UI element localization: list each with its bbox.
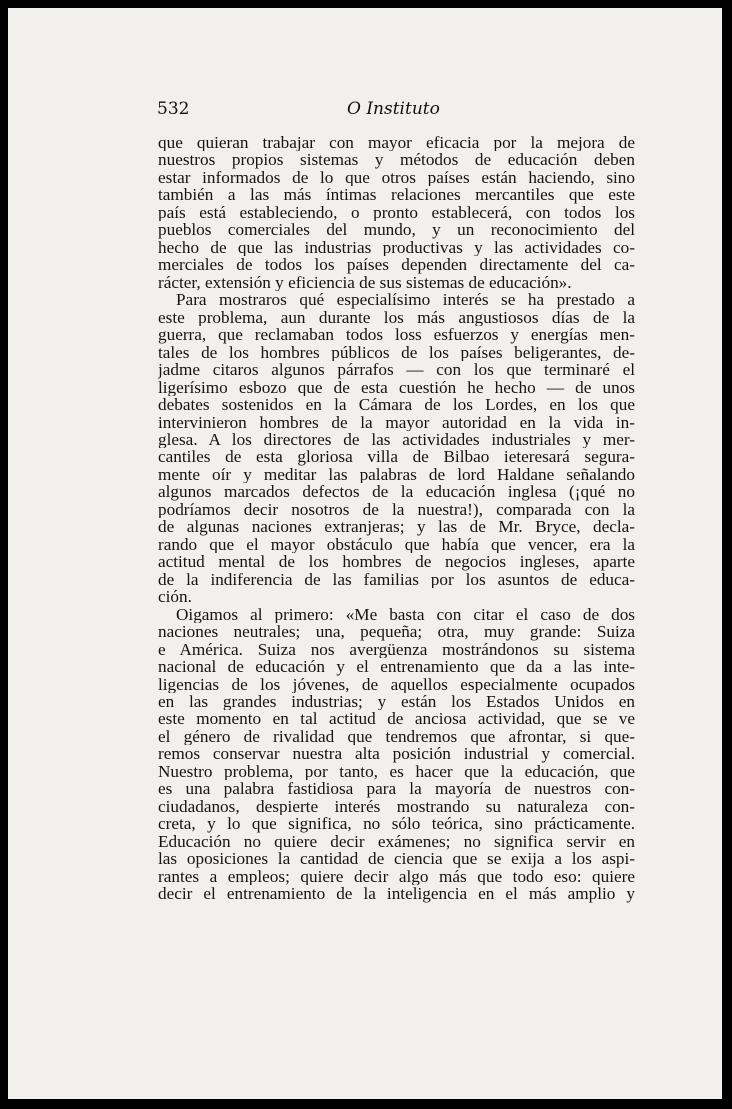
text-line: de algunas naciones extranjeras; y las de Mr. Bryce, decla- (158, 518, 635, 536)
text-line: jadme citaros algunos párrafos — con los que terminaré el (158, 361, 635, 379)
text-line: actitud mental de los hombres de negocios ingleses, aparte (158, 553, 635, 571)
text-line: ción. (158, 588, 192, 606)
scanned-page (8, 8, 722, 1099)
text-line: algunos marcados defectos de la educación inglesa (¡qué no (158, 483, 635, 501)
text-line: nacional de educación y el entrenamiento que da a las inte- (158, 658, 635, 676)
text-line: el género de rivalidad que tendremos que afrontar, si que- (158, 727, 635, 746)
text-line: rando que el mayor obstáculo que había que vencer, era la (158, 535, 635, 554)
text-line: podríamos decir nosotros de la nuestra!), comparada con la (158, 500, 635, 519)
text-line: guerra, que reclamaban todos loss esfuerzos y energías men- (158, 326, 635, 344)
text-line: en las grandes industrias; y están los Estados Unidos en (158, 693, 635, 711)
text-line: este momento en tal actitud de anciosa actividad, que se ve (158, 710, 635, 728)
text-line: ligerísimo esbozo que de esta cuestión he hecho — de unos (158, 378, 635, 397)
text-line: país está estableciendo, o pronto establecerá, con todos los (158, 203, 635, 222)
page-number: 532 (157, 99, 190, 119)
text-line: intervinieron hombres de la mayor autoridad en la vida in- (158, 413, 635, 431)
text-line: que quieran trabajar con mayor eficacia por la mejora de (158, 134, 635, 152)
text-line: decir el entrenamiento de la inteligencia en el más amplio y (158, 885, 635, 903)
text-line: tales de los hombres públicos de los países beligerantes, de- (158, 343, 635, 362)
text-line: mente oír y meditar las palabras de lord Haldane señalando (158, 465, 635, 484)
text-line: nuestros propios sistemas y métodos de educación deben (158, 151, 635, 169)
text-line: Para mostraros qué especialísimo interés se ha prestado a (176, 291, 635, 309)
text-line: Educación no quiere decir exámenes; no significa servir en (158, 832, 635, 851)
text-line: remos conservar nuestra alta posición industrial y comercial. (158, 745, 635, 763)
text-line: ligencias de los jóvenes, de aquellos especialmente ocupados (158, 675, 635, 693)
text-line: también a las más íntimas relaciones mercantiles que este (158, 186, 635, 204)
journal-title: O Instituto (347, 99, 440, 119)
text-line: de la indiferencia de las familias por los asuntos de educa- (158, 570, 635, 589)
text-line: rantes a empleos; quiere decir algo más que todo eso: quiere (158, 867, 635, 886)
text-line: cantiles de esta gloriosa villa de Bilbao ieteresará segura- (158, 448, 635, 466)
text-line: este problema, aun durante los más angustiosos días de la (158, 308, 635, 327)
text-line: las oposiciones la cantidad de ciencia que se exija a los aspi- (158, 850, 635, 868)
text-line: merciales de todos los países dependen directamente del ca- (158, 256, 635, 274)
text-line: e América. Suiza nos avergüenza mostrándonos su sistema (158, 640, 635, 659)
text-line: creta, y lo que significa, no sólo teórica, sino prácticamente. (158, 815, 635, 833)
body-text (158, 134, 635, 903)
text-line: glesa. A los directores de las actividades industriales y mer- (158, 430, 635, 449)
text-line: debates sostenidos en la Cámara de los Lordes, en los que (158, 396, 635, 414)
text-line: Nuestro problema, por tanto, es hacer que la educación, que (158, 762, 635, 781)
text-line: Oigamos al primero: «Me basta con citar el caso de dos (176, 605, 635, 624)
text-line: rácter, extensión y eficiencia de sus sistemas de educación». (158, 273, 572, 292)
text-line: es una palabra fastidiosa para la mayoría de nuestros con- (158, 780, 635, 798)
text-line: pueblos comerciales del mundo, y un reconocimiento del (158, 221, 635, 239)
text-line: hecho de que las industrias productivas y las actividades co- (158, 238, 635, 257)
running-header (157, 99, 634, 123)
text-line: estar informados de lo que otros países están haciendo, sino (158, 168, 635, 187)
text-line: ciudadanos, despierte interés mostrando su naturaleza con- (158, 797, 635, 816)
text-line: naciones neutrales; una, pequeña; otra, muy grande: Suiza (158, 623, 635, 641)
